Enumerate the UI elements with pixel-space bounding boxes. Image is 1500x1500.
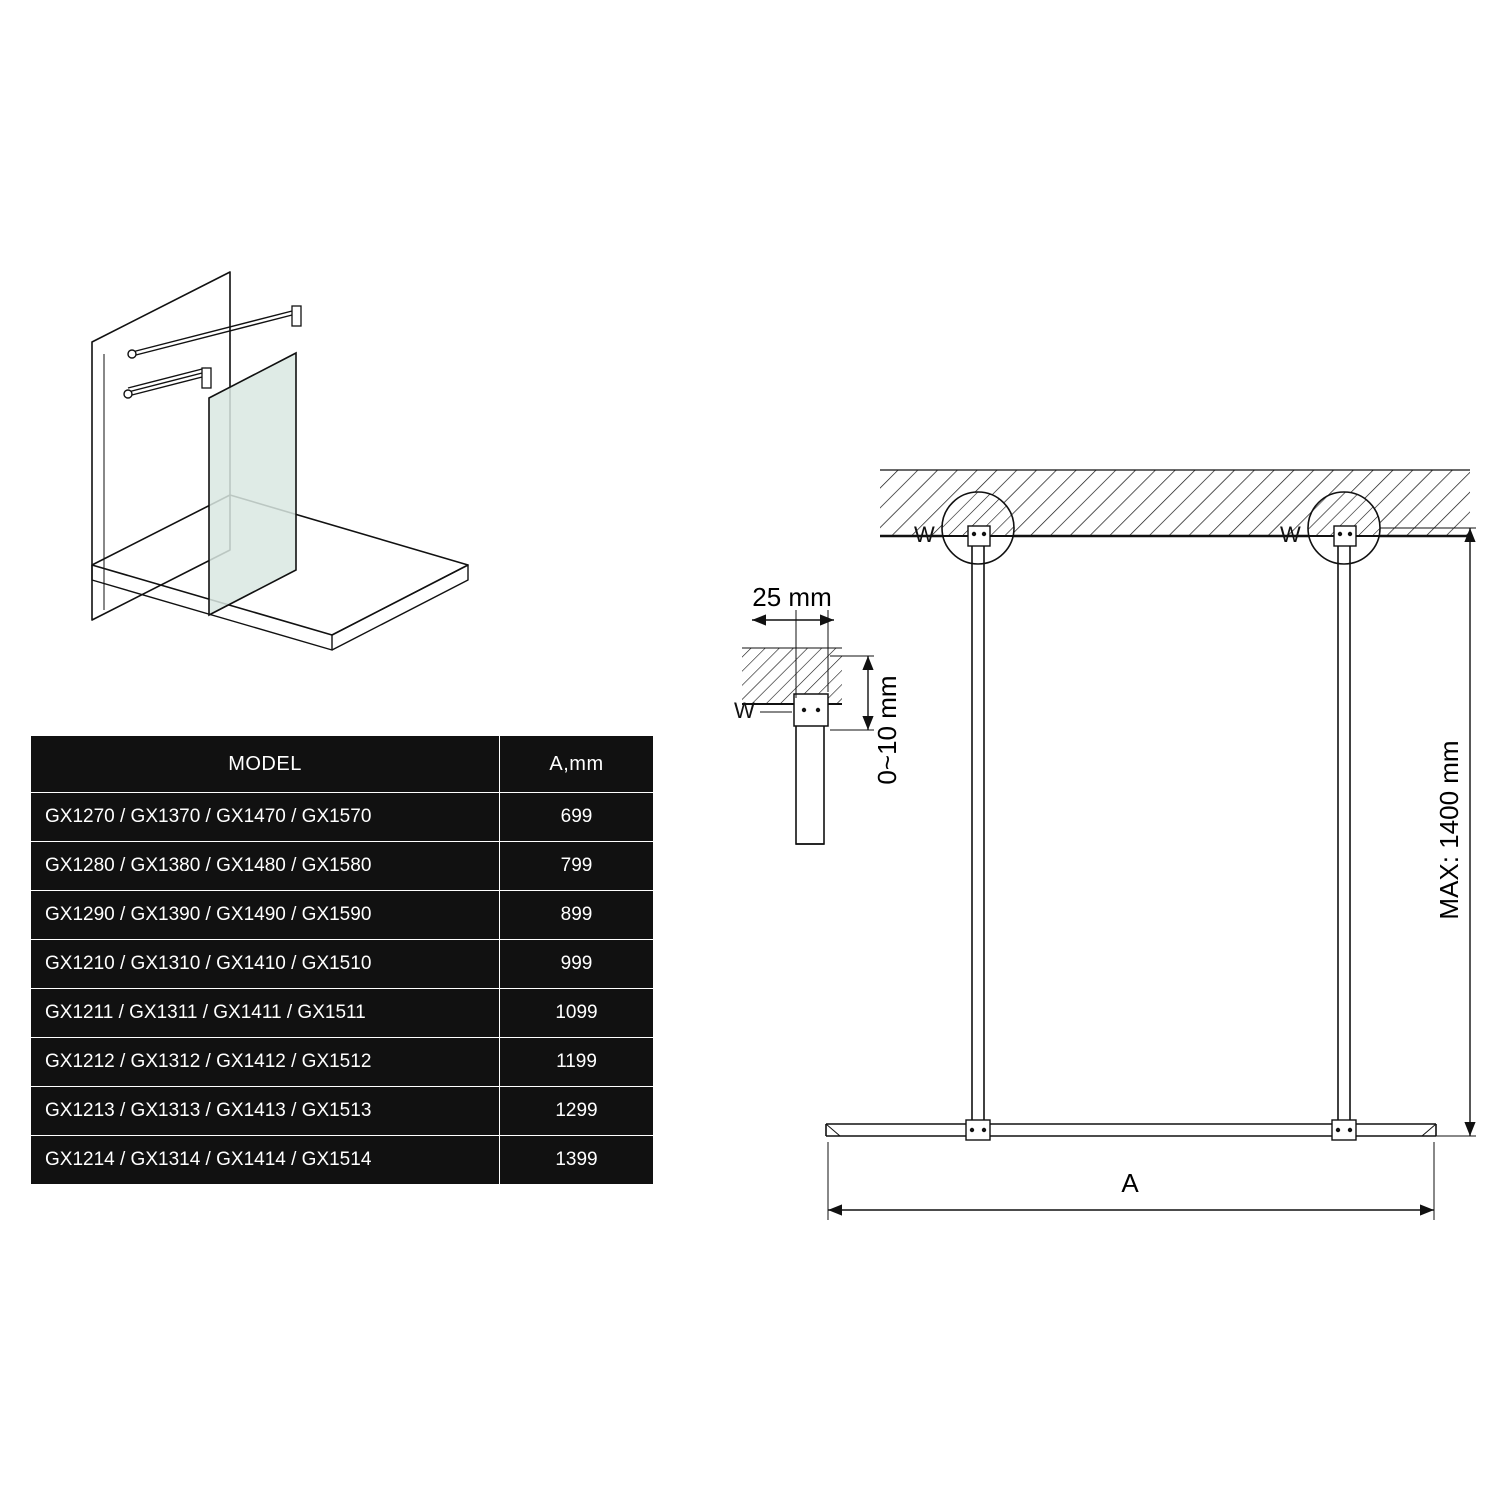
bracket-detail-view: [734, 582, 902, 844]
cell-dimension: 1299: [500, 1087, 654, 1136]
table-row: [31, 940, 654, 989]
wall-marker-left-label: W: [914, 522, 935, 547]
cell-dimension: 1199: [500, 1038, 654, 1087]
height-dimension-label: MAX: 1400 mm: [1434, 740, 1464, 920]
glass-panel-plan: [826, 1120, 1436, 1140]
width-dimension-label: A: [1121, 1168, 1139, 1198]
table-row: [31, 1038, 654, 1087]
table-row: [31, 1136, 654, 1185]
cell-dimension: 1399: [500, 1136, 654, 1185]
cell-model: GX1270 / GX1370 / GX1470 / GX1570: [31, 793, 500, 842]
cell-dimension: 1099: [500, 989, 654, 1038]
cell-model: GX1290 / GX1390 / GX1490 / GX1590: [31, 891, 500, 940]
table-row: [31, 989, 654, 1038]
technical-drawing: [700, 430, 1480, 1270]
support-bar-right: [1338, 536, 1350, 1130]
glass-panel: [209, 353, 296, 615]
table-row: [31, 891, 654, 940]
table-row: [31, 793, 654, 842]
wall-marker-right-label: W: [1280, 522, 1301, 547]
isometric-illustration: [70, 250, 490, 680]
column-header-model: MODEL: [31, 736, 500, 793]
cell-dimension: 899: [500, 891, 654, 940]
cell-dimension: 999: [500, 940, 654, 989]
width-dimension: [828, 1142, 1434, 1220]
column-header-dimension: A,mm: [500, 736, 654, 793]
cell-model: GX1280 / GX1380 / GX1480 / GX1580: [31, 842, 500, 891]
cell-dimension: 699: [500, 793, 654, 842]
model-dimension-table: [30, 735, 654, 1185]
thickness-label: 25 mm: [752, 582, 832, 612]
wall-marker-detail-label: W: [734, 698, 755, 723]
cell-model: GX1213 / GX1313 / GX1413 / GX1513: [31, 1087, 500, 1136]
cell-model: GX1212 / GX1312 / GX1412 / GX1512: [31, 1038, 500, 1087]
support-bar-left: [972, 536, 984, 1130]
cell-model: GX1214 / GX1314 / GX1414 / GX1514: [31, 1136, 500, 1185]
table-row: [31, 1087, 654, 1136]
gap-label: 0~10 mm: [872, 675, 902, 785]
height-dimension: [1380, 528, 1476, 1136]
cell-model: GX1210 / GX1310 / GX1410 / GX1510: [31, 940, 500, 989]
table-header-row: [31, 736, 654, 793]
cell-dimension: 799: [500, 842, 654, 891]
cell-model: GX1211 / GX1311 / GX1411 / GX1511: [31, 989, 500, 1038]
table-row: [31, 842, 654, 891]
